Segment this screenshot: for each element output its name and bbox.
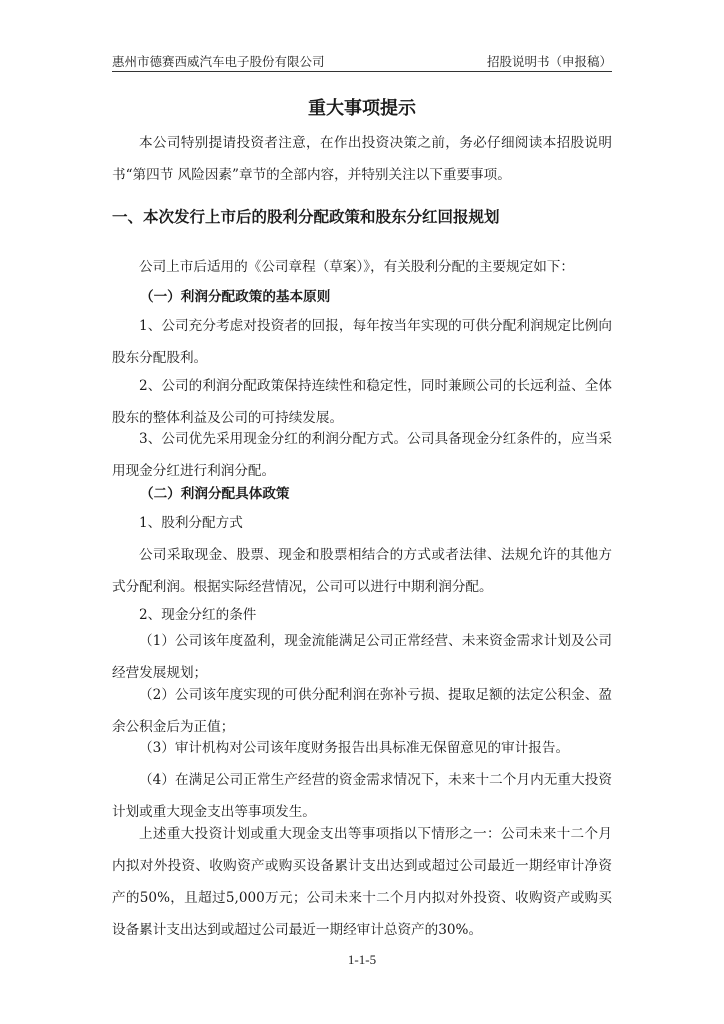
- header-document-type: 招股说明书（申报稿）: [486, 54, 612, 69]
- condition-4-paragraph: （4）在满足公司正常生产经营的资金需求情况下，未来十二个月内无重大投资计划或重大现金支出等事项发生。: [112, 772, 612, 820]
- condition-1-paragraph: （1）公司该年度盈利，现金流能满足公司正常经营、未来资金需求计划及公司经营发展规划；: [112, 633, 612, 681]
- dividend-lead-paragraph: 公司上市后适用的《公司章程（草案）》，有关股利分配的主要规定如下：: [139, 259, 574, 275]
- cash-dividend-conditions-heading: 2、现金分红的条件: [139, 607, 257, 623]
- principle-3-paragraph: 3、公司优先采用现金分红的利润分配方式。公司具备现金分红条件的，应当采用现金分红进行利润分配。: [112, 431, 612, 479]
- principle-1-paragraph: 1、公司充分考虑对投资者的回报，每年按当年实现的可供分配利润规定比例向股东分配股利。: [112, 318, 612, 366]
- condition-2-paragraph: （2）公司该年度实现的可供分配利润在弥补亏损、提取足额的法定公积金、盈余公积金后为正值；: [112, 687, 612, 735]
- condition-3-paragraph: （3）审计机构对公司该年度财务报告出具标准无保留意见的审计报告。: [139, 740, 570, 756]
- dividend-method-paragraph: 公司采取现金、股票、现金和股票相结合的方式或者法律、法规允许的其他方式分配利润。根据实际经营情况，公司可以进行中期利润分配。: [112, 547, 612, 595]
- principle-2-paragraph: 2、公司的利润分配政策保持连续性和稳定性，同时兼顾公司的长远利益、全体股东的整体利益及公司的可持续发展。: [112, 378, 612, 426]
- major-investment-definition-paragraph: 上述重大投资计划或重大现金支出等事项指以下情形之一：公司未来十二个月内拟对外投资、收购资产或购买设备累计支出达到或超过公司最近一期经审计净资产的50%，且超过5,000万元；公司未来十二个月内拟对外投资、收购资产或购买设备累计支出达到或超过公司最近一期经审计总资产的30%。: [112, 826, 612, 938]
- header-company-name: 惠州市德赛西威汽车电子股份有限公司: [112, 54, 325, 69]
- section-heading-dividend-policy: 一、本次发行上市后的股利分配政策和股东分红回报规划: [112, 208, 500, 226]
- document-title: 重大事项提示: [308, 98, 416, 119]
- subheading-basic-principles: （一）利润分配政策的基本原则: [140, 289, 331, 305]
- page-number: 1-1-5: [347, 952, 377, 967]
- subheading-specific-policy: （二）利润分配具体政策: [140, 486, 290, 502]
- dividend-method-heading: 1、股利分配方式: [139, 515, 243, 531]
- page-header: [112, 51, 612, 72]
- intro-paragraph: 本公司特别提请投资者注意，在作出投资决策之前，务必仔细阅读本招股说明书“第四节 风险因素”章节的全部内容，并特别关注以下重要事项。: [112, 135, 612, 183]
